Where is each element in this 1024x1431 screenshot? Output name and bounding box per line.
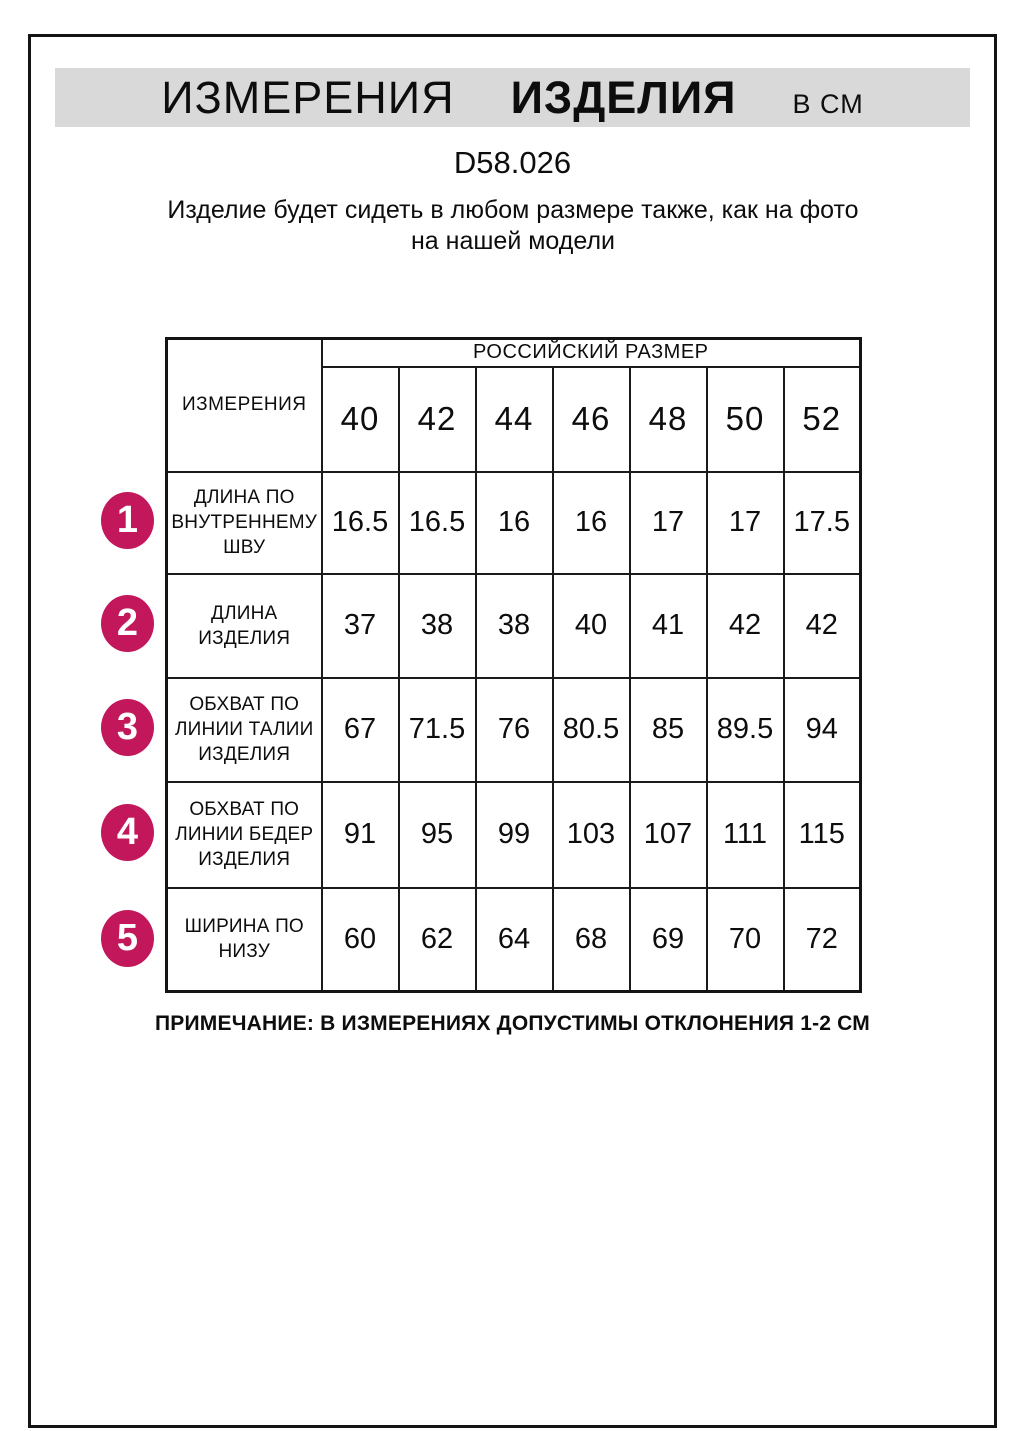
value-cell: 68 xyxy=(553,888,630,992)
value-cell: 41 xyxy=(630,574,707,678)
size-header-cell: 52 xyxy=(784,367,861,472)
value-cell: 38 xyxy=(476,574,553,678)
measure-label-cell: ДЛИНА ИЗДЕЛИЯ xyxy=(167,574,322,678)
measure-label-cell: ШИРИНА ПО НИЗУ xyxy=(167,888,322,992)
value-cell: 94 xyxy=(784,678,861,782)
measure-label-cell: ОБХВАТ ПО ЛИНИИ БЕДЕР ИЗДЕЛИЯ xyxy=(167,782,322,888)
value-cell: 99 xyxy=(476,782,553,888)
value-cell: 60 xyxy=(322,888,399,992)
value-cell: 64 xyxy=(476,888,553,992)
value-cell: 16.5 xyxy=(322,472,399,574)
tolerance-note: ПРИМЕЧАНИЕ: В ИЗМЕРЕНИЯХ ДОПУСТИМЫ ОТКЛОНЕНИЯ 1-2 СМ xyxy=(155,1012,870,1035)
value-cell: 62 xyxy=(399,888,476,992)
value-cell: 89.5 xyxy=(707,678,784,782)
size-table xyxy=(165,337,862,993)
measure-label-cell: ОБХВАТ ПО ЛИНИИ ТАЛИИ ИЗДЕЛИЯ xyxy=(167,678,322,782)
title-bar xyxy=(55,68,970,127)
title-units: В СМ xyxy=(792,89,864,119)
size-header-cell: 50 xyxy=(707,367,784,472)
row-number-badge xyxy=(101,699,154,756)
row-number-badge xyxy=(101,804,154,861)
value-cell: 40 xyxy=(553,574,630,678)
value-cell: 72 xyxy=(784,888,861,992)
value-cell: 37 xyxy=(322,574,399,678)
row-number-badge xyxy=(101,910,154,967)
value-cell: 67 xyxy=(322,678,399,782)
value-cell: 103 xyxy=(553,782,630,888)
value-cell: 76 xyxy=(476,678,553,782)
value-cell: 69 xyxy=(630,888,707,992)
value-cell: 17 xyxy=(707,472,784,574)
row-number: 4 xyxy=(116,811,139,853)
table-row xyxy=(167,782,861,888)
measure-label-cell: ДЛИНА ПО ВНУТРЕННЕМУ ШВУ xyxy=(167,472,322,574)
value-cell: 111 xyxy=(707,782,784,888)
size-group-header-cell: РОССИЙСКИЙ РАЗМЕР xyxy=(322,339,861,367)
value-cell: 80.5 xyxy=(553,678,630,782)
value-cell: 91 xyxy=(322,782,399,888)
size-header-cell: 46 xyxy=(553,367,630,472)
value-cell: 38 xyxy=(399,574,476,678)
value-cell: 95 xyxy=(399,782,476,888)
size-header-cell: 44 xyxy=(476,367,553,472)
title-product: ИЗДЕЛИЯ xyxy=(510,72,737,123)
table-row xyxy=(167,472,861,574)
value-cell: 70 xyxy=(707,888,784,992)
product-code: D58.026 xyxy=(453,145,572,180)
row-number: 3 xyxy=(116,706,139,748)
row-number: 1 xyxy=(116,499,139,541)
size-header-cell: 42 xyxy=(399,367,476,472)
page-frame xyxy=(28,34,997,1428)
value-cell: 107 xyxy=(630,782,707,888)
table-row xyxy=(167,678,861,782)
value-cell: 42 xyxy=(784,574,861,678)
size-header-cell: 48 xyxy=(630,367,707,472)
value-cell: 17.5 xyxy=(784,472,861,574)
fit-subtitle: Изделие будет сидеть в любом размере также, как на фото на нашей модели xyxy=(167,196,859,255)
value-cell: 16.5 xyxy=(399,472,476,574)
value-cell: 115 xyxy=(784,782,861,888)
value-cell: 16 xyxy=(553,472,630,574)
table-row-size-group xyxy=(167,339,861,367)
corner-header-cell: ИЗМЕРЕНИЯ xyxy=(167,339,322,472)
row-number: 2 xyxy=(116,602,139,644)
size-header-cell: 40 xyxy=(322,367,399,472)
row-number-badge xyxy=(101,492,154,549)
table-row xyxy=(167,888,861,992)
value-cell: 17 xyxy=(630,472,707,574)
value-cell: 71.5 xyxy=(399,678,476,782)
row-number-badge xyxy=(101,595,154,652)
value-cell: 42 xyxy=(707,574,784,678)
table-row xyxy=(167,574,861,678)
title-measurements: ИЗМЕРЕНИЯ xyxy=(161,72,455,123)
row-number: 5 xyxy=(116,917,139,959)
value-cell: 16 xyxy=(476,472,553,574)
value-cell: 85 xyxy=(630,678,707,782)
